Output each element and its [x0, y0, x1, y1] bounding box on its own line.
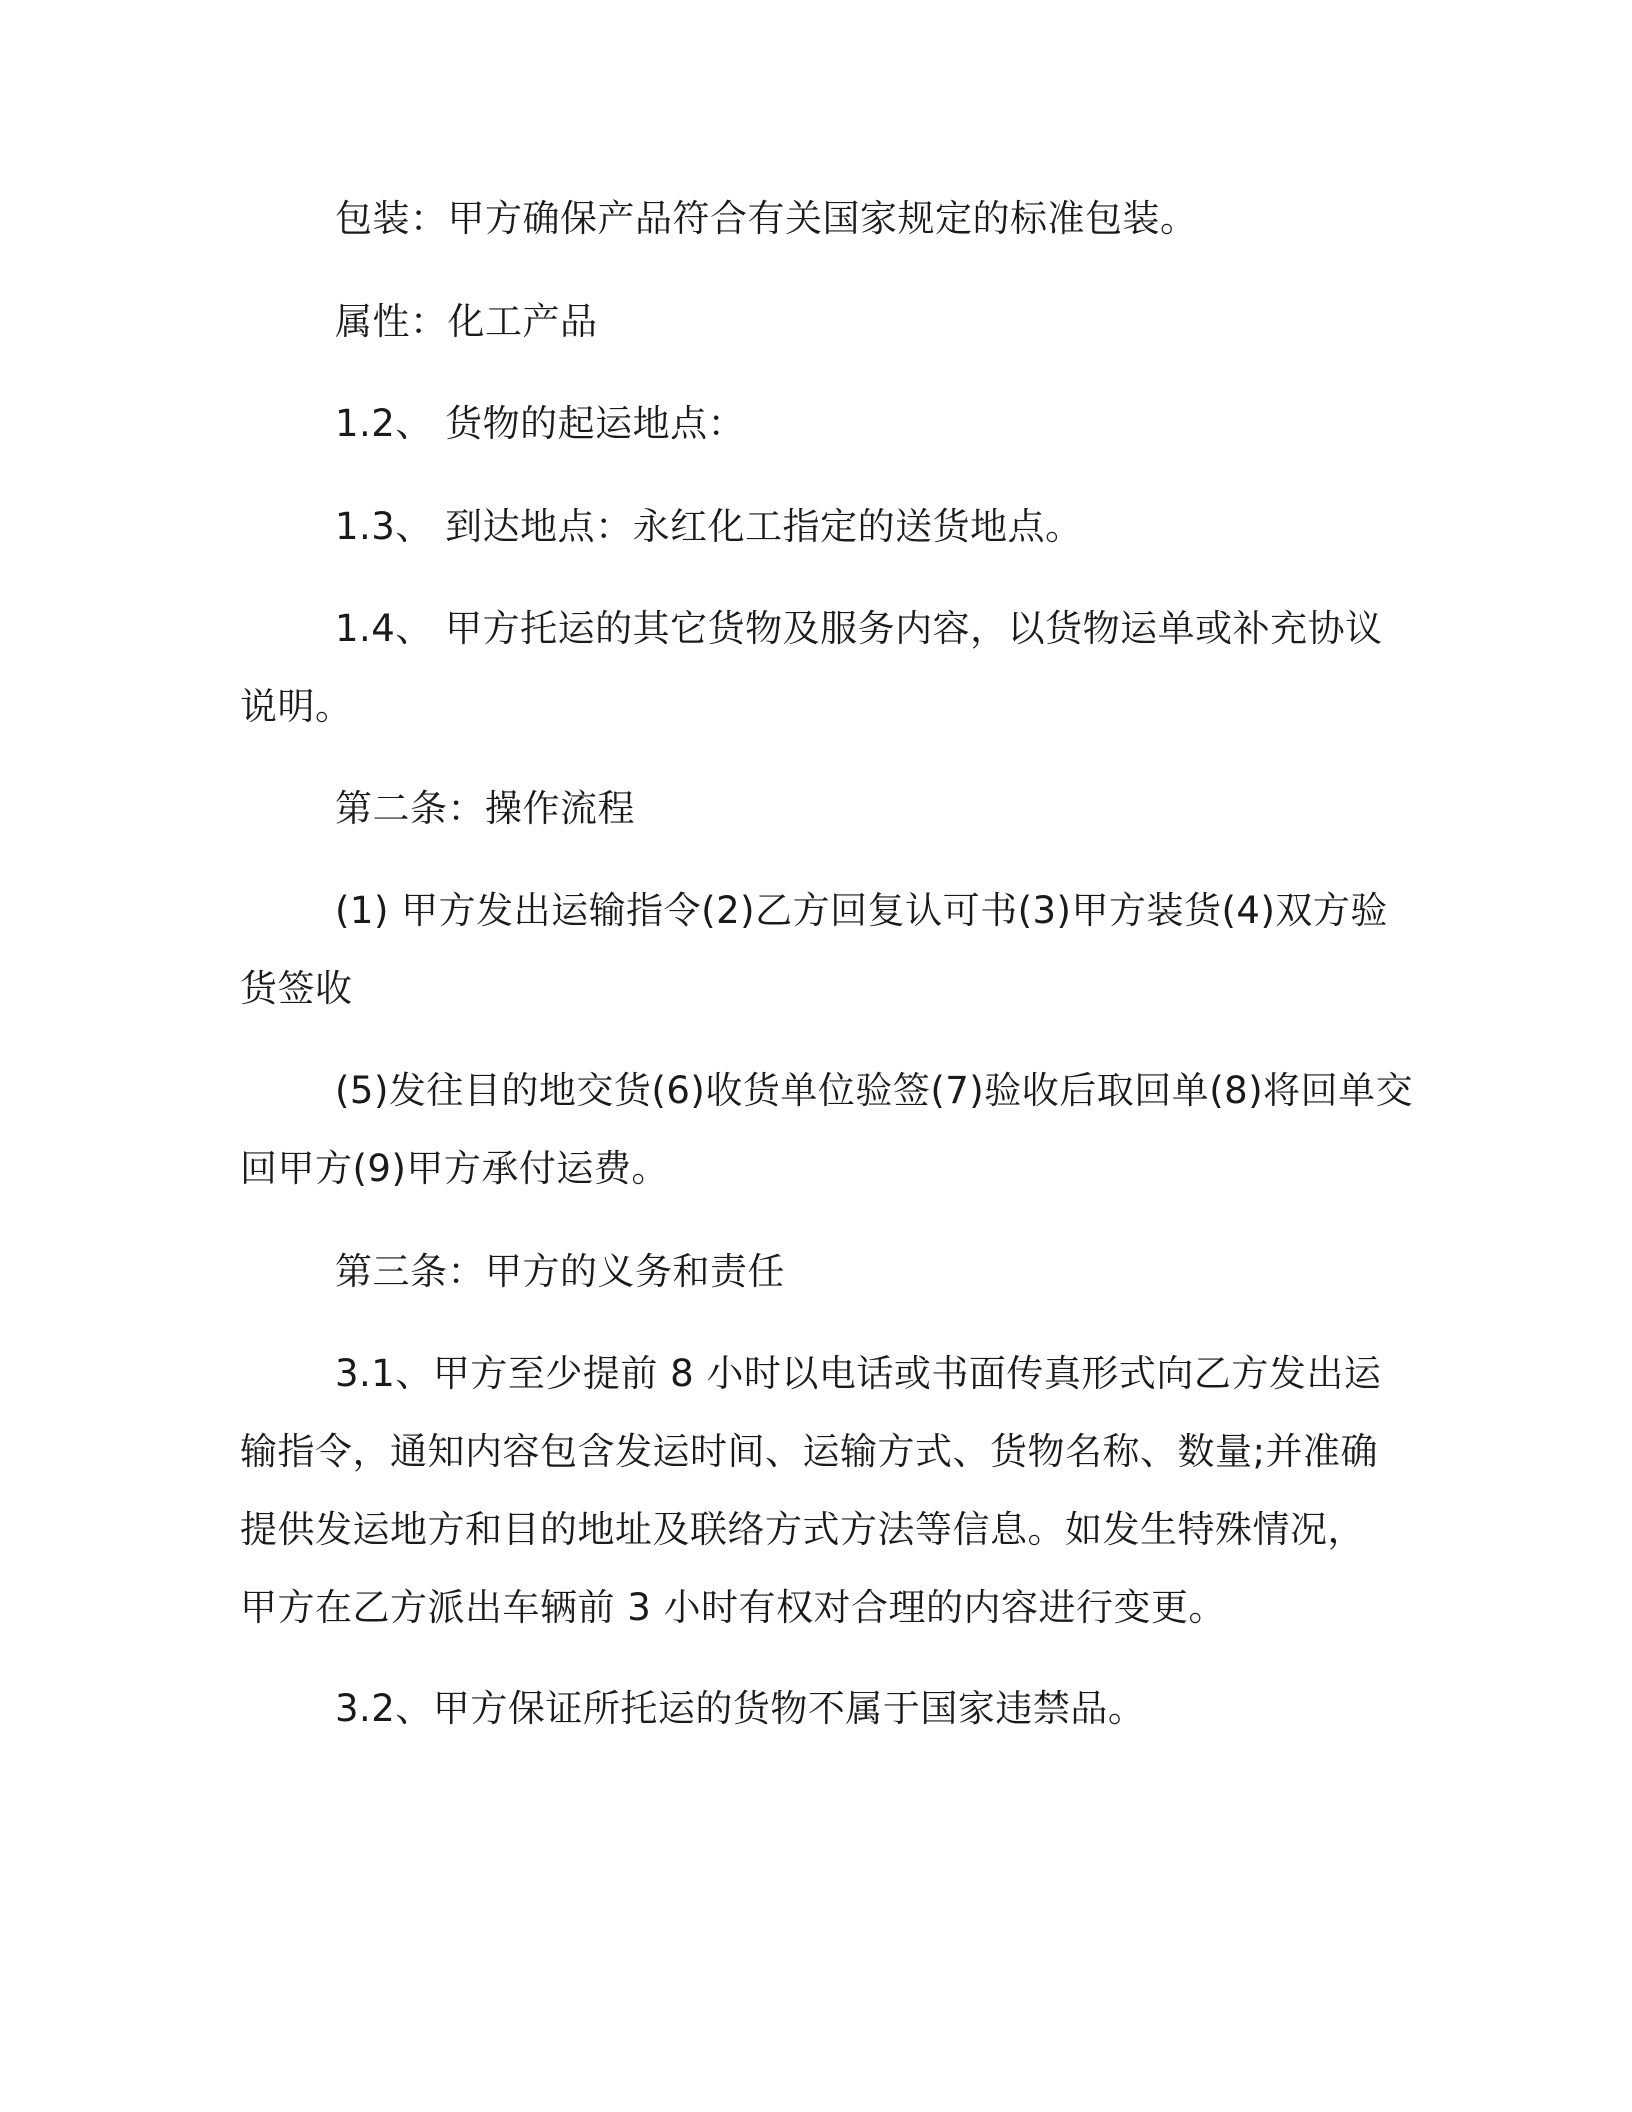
paragraph-3-1 — [240, 1335, 1390, 1647]
text-line: 第二条：操作流程 — [335, 787, 635, 830]
text-line: 属性：化工产品 — [335, 300, 598, 343]
text-line: (5)发往目的地交货(6)收货单位验签(7)验收后取回单(8)将回单交 — [335, 1069, 1414, 1112]
paragraph-process-1 — [240, 872, 1390, 1028]
paragraph-1-4 — [240, 590, 1390, 746]
text-line: 1.4、 甲方托运的其它货物及服务内容，以货物运单或补充协议 — [335, 607, 1383, 650]
text-line: 回甲方(9)甲方承付运费。 — [240, 1147, 669, 1190]
text-line: (1) 甲方发出运输指令(2)乙方回复认可书(3)甲方装货(4)双方验 — [335, 889, 1388, 932]
text-line: 提供发运地方和目的地址及联络方式方法等信息。如发生特殊情况， — [240, 1508, 1365, 1551]
text-line: 3.2、甲方保证所托运的货物不属于国家违禁品。 — [335, 1687, 1146, 1730]
paragraph-attribute — [240, 283, 1390, 361]
article-3-heading — [240, 1233, 1390, 1311]
paragraph-process-2 — [240, 1052, 1414, 1208]
paragraph-1-3 — [240, 488, 1390, 566]
text-line: 1.3、 到达地点：永红化工指定的送货地点。 — [335, 505, 1083, 548]
paragraph-1-2 — [240, 385, 1390, 463]
text-line: 货签收 — [240, 967, 353, 1010]
paragraph-packaging — [240, 180, 1390, 258]
text-line: 第三条：甲方的义务和责任 — [335, 1250, 785, 1293]
text-line: 甲方在乙方派出车辆前 3 小时有权对合理的内容进行变更。 — [240, 1586, 1227, 1629]
article-2-heading — [240, 770, 1390, 848]
text-line: 说明。 — [240, 685, 353, 728]
text-line: 1.2、 货物的起运地点： — [335, 402, 746, 445]
text-line: 包装：甲方确保产品符合有关国家规定的标准包装。 — [335, 197, 1198, 240]
paragraph-3-2 — [240, 1670, 1390, 1748]
text-line: 输指令，通知内容包含发运时间、运输方式、货物名称、数量;并准确 — [240, 1430, 1378, 1473]
text-line: 3.1、甲方至少提前 8 小时以电话或书面传真形式向乙方发出运 — [335, 1352, 1382, 1395]
